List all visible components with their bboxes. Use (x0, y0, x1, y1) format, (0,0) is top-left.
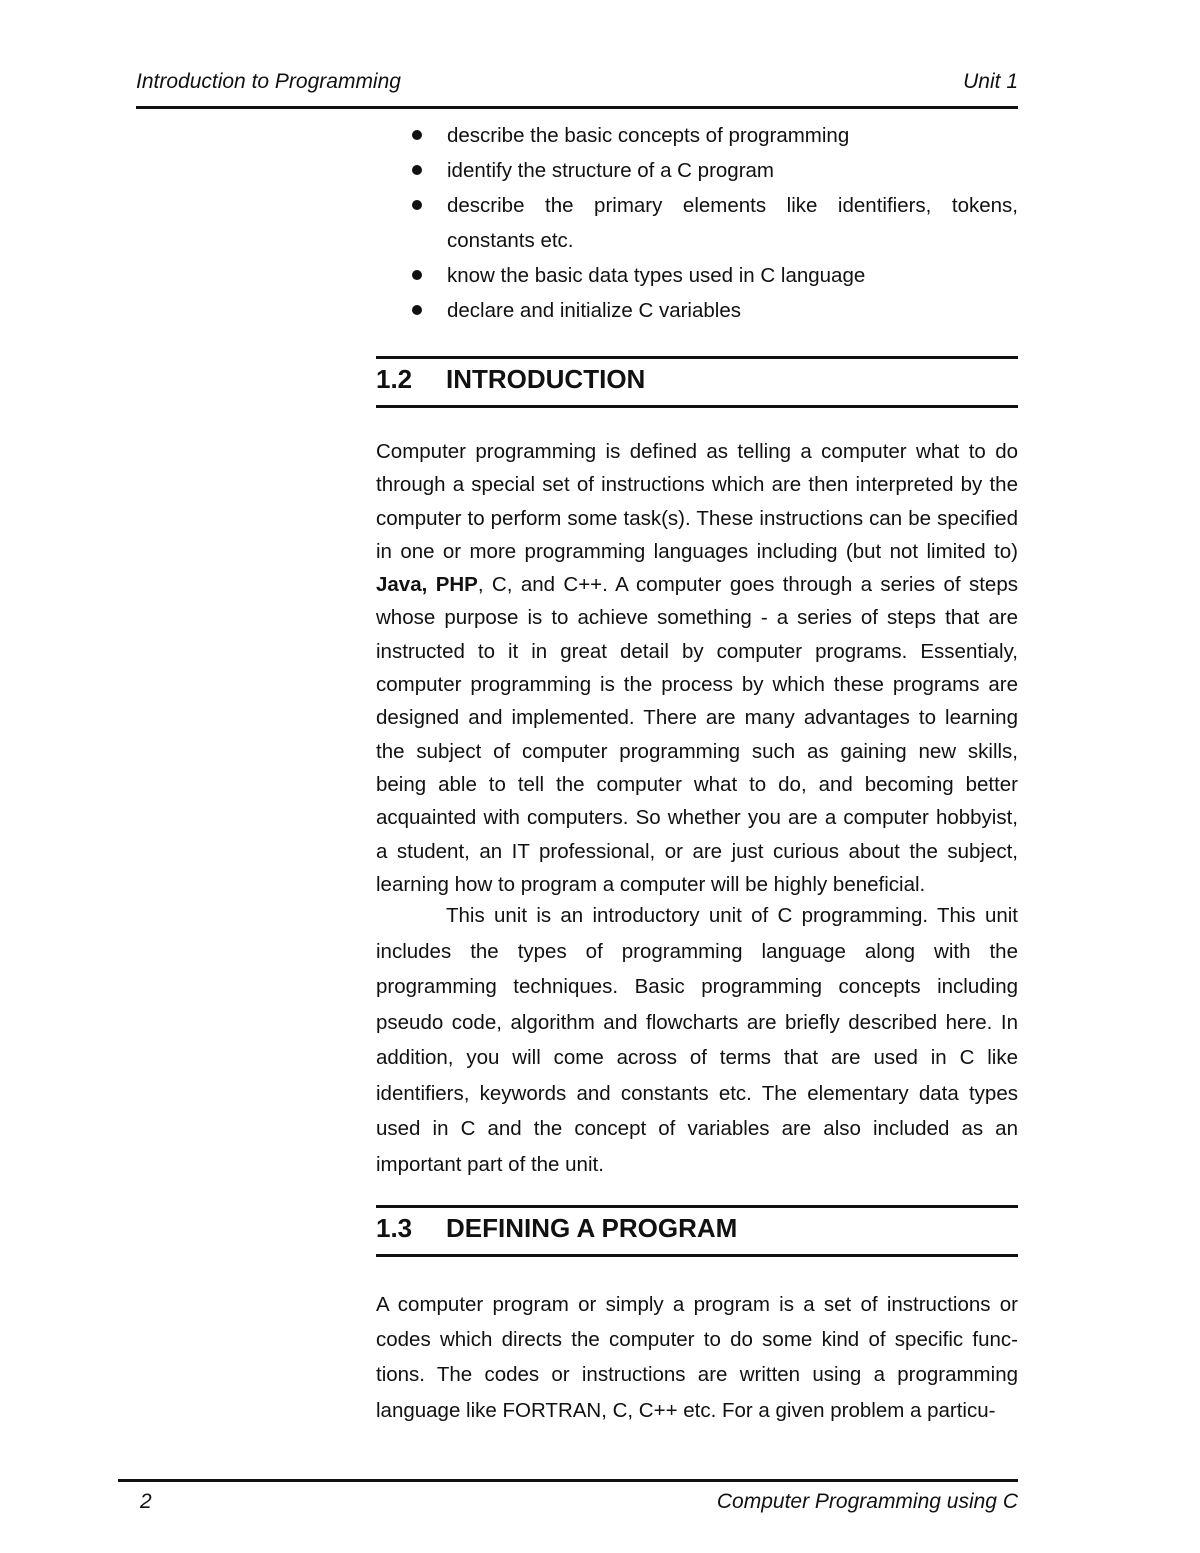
defining-paragraph-1: A computer program or simply a program is a set of instructions or codes which directs the computer to do some kind of specific func- tions. The codes or instructions are written using a programming language like FORTRAN, C, C++ etc. For a given problem a particu- (376, 1293, 1018, 1422)
list-item: declare and initialize C variables (412, 293, 1018, 328)
intro-paragraph-2: This unit is an introductory unit of C programming. This unit includes the types of programming language along with the programming techniques. Basic programming concepts including pseudo code, algorithm and flowcharts are briefly described here. In addition, you will come across of terms that are used in C like identifiers, keywords and constants etc. The elementary data types used in C and the concept of variables are also included as an important part of the unit. (376, 904, 1018, 1176)
bullet-icon (412, 130, 422, 140)
list-item: know the basic data types used in C language (412, 258, 1018, 293)
section-heading-introduction (376, 356, 1018, 408)
running-header (136, 70, 1018, 98)
intro-paragraph-1: Computer programming is defined as telling a computer what to do through a special set of instructions which are then interpreted by the computer to perform some task(s). These instructions can be specified in one or more programming languages including (but not limited to) Java, PHP, C, and C++. A computer goes through a series of steps whose purpose is to achieve something - a series of steps that are instructed to it in great detail by computer programs. Essentialy, computer programming is the process by which these programs are designed and implemented. There are many advantages to learning the subject of computer programming such as gaining new skills, being able to tell the computer what to do, and becoming better acquainted with computers. So whether you are a computer hobbyist, a student, an IT professional, or are just curious about the subject, learning how to program a computer will be highly beneficial. (376, 440, 1018, 896)
languages-bold: Java, PHP (376, 573, 478, 597)
page-number: 2 (140, 1490, 152, 1513)
section-title-text: INTRODUCTION (446, 364, 646, 394)
list-item: identify the structure of a C program (412, 153, 1018, 188)
header-rule (136, 106, 1018, 109)
section-title-text: DEFINING A PROGRAM (446, 1213, 738, 1243)
running-footer (136, 1490, 1018, 1518)
bullet-icon (412, 305, 422, 315)
header-unit-label: Unit 1 (963, 70, 1018, 93)
footer-book-title: Computer Programming using C (716, 1490, 1018, 1513)
list-item: describe the primary elements like identifiers, tokens, constants etc. (412, 188, 1018, 258)
bullet-icon (412, 270, 422, 280)
footer-rule (118, 1479, 1018, 1482)
section-number: 1.2 (376, 364, 413, 394)
bullet-icon (412, 200, 422, 210)
bullet-icon (412, 165, 422, 175)
list-item: describe the basic concepts of programming (412, 118, 1018, 153)
section-heading-defining-a-program (376, 1205, 1018, 1257)
header-chapter-title: Introduction to Programming (136, 70, 401, 93)
section-rule-bottom (376, 405, 1018, 408)
section-title (376, 359, 1018, 405)
objectives-list (412, 118, 1018, 328)
section-number: 1.3 (376, 1213, 413, 1243)
section-rule-bottom (376, 1254, 1018, 1257)
section-title (376, 1208, 1018, 1254)
